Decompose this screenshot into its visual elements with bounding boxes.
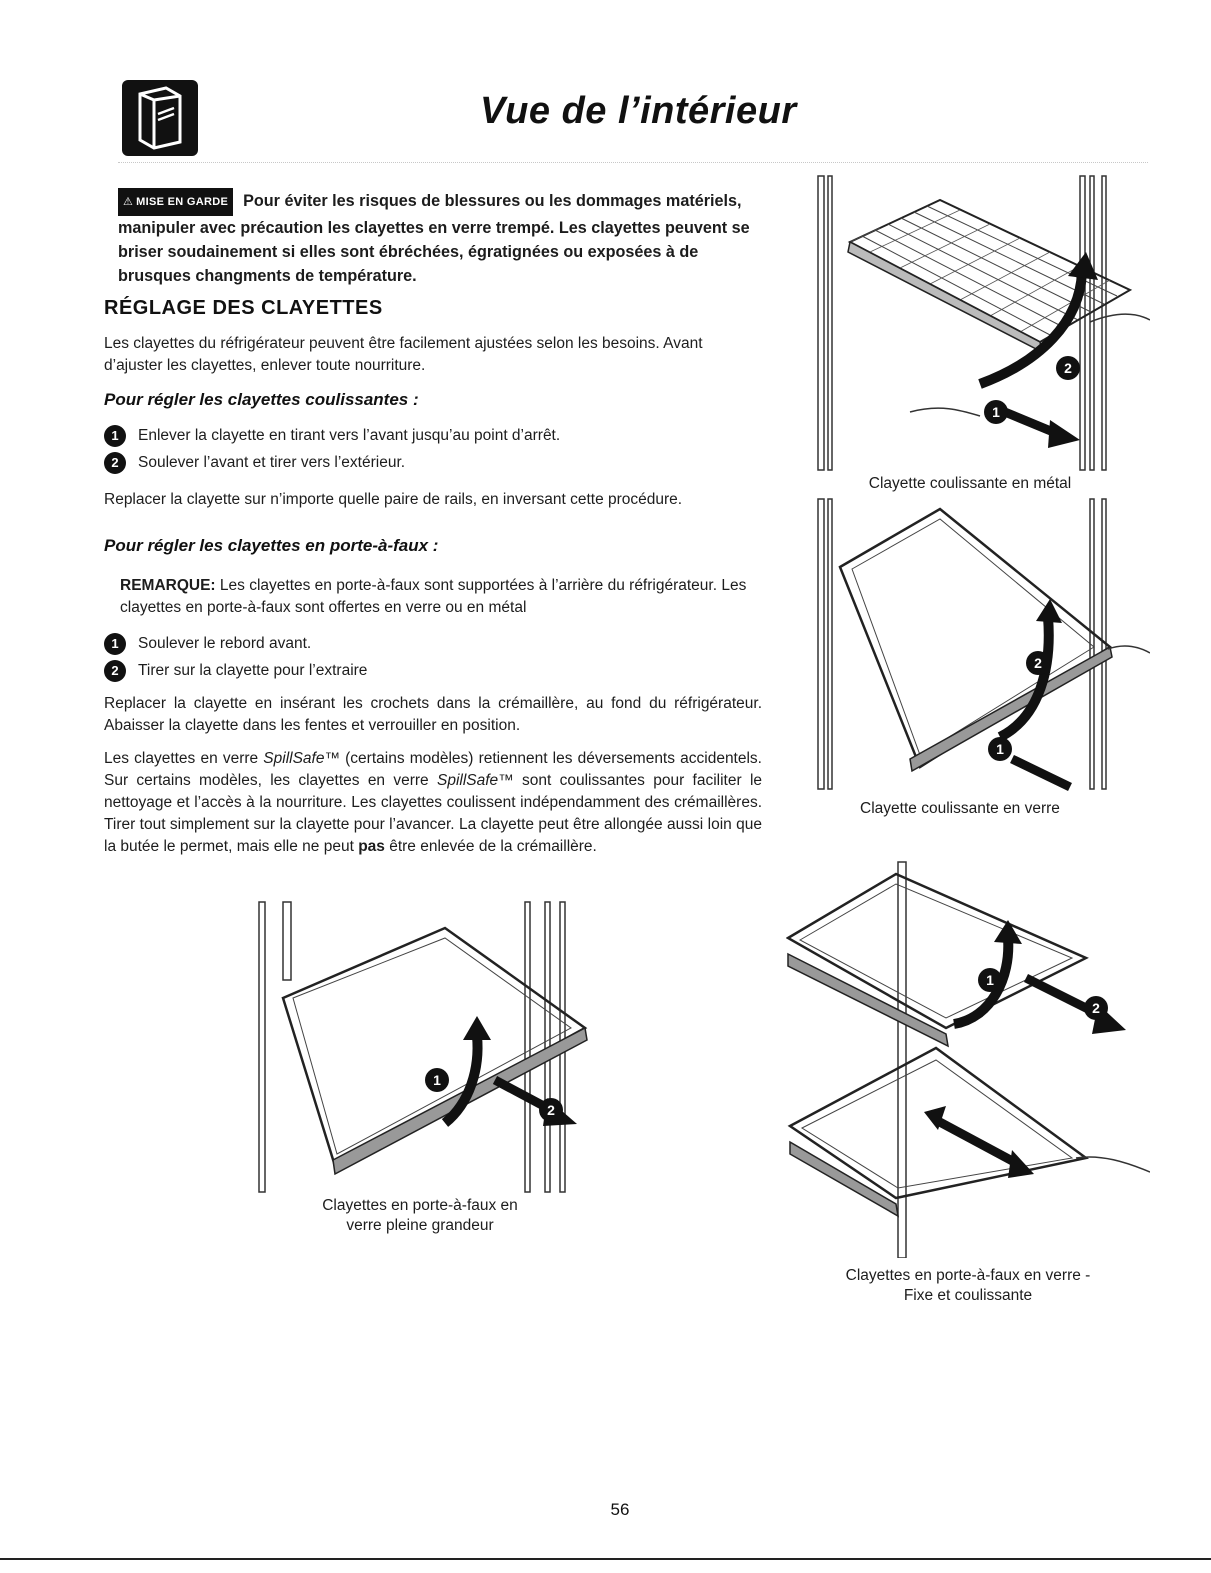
figure-full-size-cantilever-shelf — [255, 898, 595, 1196]
section-intro: Les clayettes du réfrigérateur peuvent être facilement ajustées selon les besoins. Avant d’ajuster les clayettes, enlever toute nourriture. — [104, 335, 703, 374]
warning-triangle-icon: ⚠ — [123, 196, 134, 208]
callout-1: 1 — [996, 741, 1004, 757]
callout-2: 2 — [1092, 1000, 1100, 1016]
sliding-replace: Replacer la clayette sur n’importe quelle paire de rails, en inversant cette procédure. — [104, 491, 683, 508]
callout-1: 1 — [433, 1072, 441, 1088]
callout-1: 1 — [986, 972, 994, 988]
page-title: Vue de l’intérieur — [480, 90, 797, 132]
caption-line-2: Fixe et coulissante — [903, 1287, 1033, 1304]
cantilever-note — [120, 575, 760, 619]
step-number-badge: 2 — [104, 660, 126, 682]
note-text: Les clayettes en porte-à-faux sont supportées à l’arrière du réfrigérateur. Les clayettes en porte-à-faux sont offertes en verre ou en métal — [120, 577, 747, 616]
callout-2: 2 — [1034, 655, 1042, 671]
refrigerator-icon — [122, 80, 198, 156]
bottom-rule — [0, 1558, 1211, 1560]
note-label: REMARQUE: — [120, 577, 216, 594]
figure-sliding-metal-shelf — [790, 172, 1150, 472]
step-number-badge: 1 — [104, 633, 126, 655]
step-number-badge: 2 — [104, 452, 126, 474]
warning-badge-label: MISE EN GARDE — [136, 196, 229, 208]
warning-badge — [118, 188, 233, 216]
spillsafe-brand: SpillSafe™ — [263, 750, 340, 767]
caption-line-1: Clayettes en porte-à-faux en — [322, 1197, 518, 1214]
cantilever-replace: Replacer la clayette en insérant les crochets dans la crémaillère, au fond du réfrigérateur. Abaisser la clayette dans les fentes et verrouiller en position. — [104, 695, 762, 734]
step-text: Tirer sur la clayette pour l’extraire — [138, 662, 368, 680]
caption-line-2: verre pleine grandeur — [346, 1217, 494, 1234]
callout-2: 2 — [547, 1102, 555, 1118]
page-number: 56 — [610, 1500, 630, 1519]
caption-line-1: Clayettes en porte-à-faux en verre - — [845, 1267, 1091, 1284]
caption-glass-shelf: Clayette coulissante en verre — [860, 800, 1060, 817]
warning-text: Pour éviter les risques de blessures ou les dommages matériels, manipuler avec précaution les clayettes en verre trempé. Les clayettes peuvent se briser soudainement si elles sont ébréchées, égratignées ou exposées à de brusques changments de température. — [118, 192, 750, 285]
caption-fixed-sliding-shelf — [786, 1266, 1150, 1306]
spillsafe-brand: SpillSafe™ — [437, 772, 514, 789]
step-text: Soulever le rebord avant. — [138, 635, 312, 653]
callout-2: 2 — [1064, 360, 1072, 376]
section-title: RÉGLAGE DES CLAYETTES — [104, 297, 383, 319]
figure-fixed-sliding-shelf — [786, 858, 1150, 1258]
figure-sliding-glass-shelf — [790, 497, 1150, 793]
spillsafe-paragraph: Les clayettes en verre SpillSafe™ (certains modèles) retiennent les déversements accidentels. Sur certains modèles, les clayettes en verre SpillSafe™ sont coulissantes pour faciliter le nettoyage et l’accès à la nourriture. Les clayettes coulissent indépendamment des crémaillères. Tirer tout simplement sur la clayette pour l’avancer. La clayette peut être allongée aussi loin que la butée le permet, mais elle ne peut pas être enlevée de la crémaillère. — [104, 750, 763, 855]
sliding-heading: Pour régler les clayettes coulissantes : — [104, 390, 419, 409]
step-text: Soulever l’avant et tirer vers l’extérieur. — [138, 454, 406, 472]
caption-metal-shelf: Clayette coulissante en métal — [868, 475, 1072, 492]
warning-block — [118, 188, 768, 288]
callout-1: 1 — [992, 404, 1000, 420]
cantilever-step-2 — [104, 660, 367, 682]
cantilever-heading: Pour régler les clayettes en porte-à-faux : — [104, 536, 439, 555]
step-number-badge: 1 — [104, 425, 126, 447]
cantilever-step-1 — [104, 633, 311, 655]
sliding-step-1 — [104, 425, 560, 447]
caption-full-size-shelf — [250, 1196, 590, 1236]
step-text: Enlever la clayette en tirant vers l’avant jusqu’au point d’arrêt. — [138, 427, 561, 445]
sliding-step-2 — [104, 452, 405, 474]
